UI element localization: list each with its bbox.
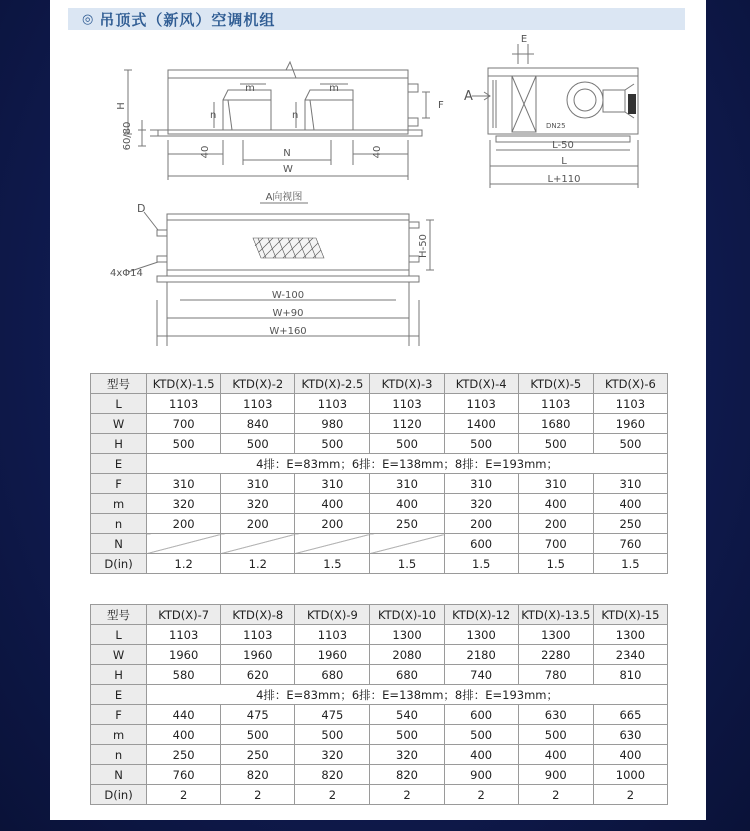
table-cell: 2 — [221, 785, 295, 805]
table-row — [91, 514, 668, 534]
table-row — [91, 554, 668, 574]
table-cell: 200 — [518, 514, 593, 534]
row-label: W — [91, 645, 147, 665]
table-row — [91, 685, 668, 705]
table-cell: 1300 — [370, 625, 444, 645]
table-cell: 400 — [444, 745, 518, 765]
table-cell: 500 — [370, 434, 444, 454]
table-cell: 1103 — [593, 394, 667, 414]
table-cell: 820 — [370, 765, 444, 785]
table-cell: 760 — [147, 765, 221, 785]
table-cell: 780 — [518, 665, 593, 685]
table-cell: 1960 — [147, 645, 221, 665]
table-cell: 400 — [593, 745, 667, 765]
spec-table-1 — [90, 373, 668, 574]
table-cell: 1.5 — [518, 554, 593, 574]
table-cell: 680 — [370, 665, 444, 685]
table-cell: 1960 — [295, 645, 370, 665]
table-cell: 900 — [444, 765, 518, 785]
front-view-drawing — [124, 62, 430, 180]
table-cell: 320 — [370, 745, 444, 765]
spec-table-2 — [90, 604, 668, 805]
row-label: m — [91, 494, 147, 514]
table-cell: 1103 — [147, 394, 221, 414]
table-cell: 600 — [444, 705, 518, 725]
table-row — [91, 434, 668, 454]
table-cell: 1300 — [518, 625, 593, 645]
table-cell-merged: 4排：E=83mm；6排：E=138mm；8排：E=193mm； — [147, 685, 668, 705]
table-cell: 310 — [147, 474, 221, 494]
table-row — [91, 414, 668, 434]
table-cell: 200 — [221, 514, 295, 534]
table-cell: 500 — [370, 725, 444, 745]
table-cell: 1103 — [295, 394, 370, 414]
table-cell: 500 — [221, 434, 295, 454]
header-cell: 型号 — [91, 374, 147, 394]
table-cell: 540 — [370, 705, 444, 725]
label-holes: 4xΦ14 — [110, 268, 143, 279]
table-cell: 680 — [295, 665, 370, 685]
row-label: L — [91, 394, 147, 414]
row-label: m — [91, 725, 147, 745]
label-H: H — [116, 102, 127, 110]
label-m-right: m — [329, 83, 339, 94]
table-row — [91, 534, 668, 554]
row-label: n — [91, 514, 147, 534]
table-cell: 820 — [221, 765, 295, 785]
table-header-row — [91, 374, 668, 394]
table-cell: 1680 — [518, 414, 593, 434]
header-cell: KTD(X)-12 — [444, 605, 518, 625]
table-cell: 900 — [518, 765, 593, 785]
table-cell: 500 — [147, 434, 221, 454]
table-cell: 810 — [593, 665, 667, 685]
header-cell: KTD(X)-3 — [370, 374, 444, 394]
table-cell-merged: 4排：E=83mm；6排：E=138mm；8排：E=193mm； — [147, 454, 668, 474]
spec-sheet — [50, 0, 706, 820]
table-cell: 2 — [295, 785, 370, 805]
label-W-90: W+90 — [272, 308, 304, 319]
row-label: n — [91, 745, 147, 765]
label-N: N — [283, 148, 291, 159]
table-row — [91, 725, 668, 745]
row-label: D(in) — [91, 554, 147, 574]
table-cell: 400 — [518, 494, 593, 514]
table-cell: 200 — [147, 514, 221, 534]
table-cell: 760 — [593, 534, 667, 554]
table-cell: 1.5 — [444, 554, 518, 574]
table-cell: 1120 — [370, 414, 444, 434]
table-cell: 400 — [518, 745, 593, 765]
row-label: N — [91, 534, 147, 554]
table-cell: 740 — [444, 665, 518, 685]
table-cell: 1.5 — [295, 554, 370, 574]
header-cell: KTD(X)-8 — [221, 605, 295, 625]
label-W-160: W+160 — [269, 326, 307, 337]
table-cell: 1103 — [295, 625, 370, 645]
table-cell-empty — [147, 534, 221, 554]
label-40-right: 40 — [372, 145, 383, 159]
header-cell: KTD(X)-10 — [370, 605, 444, 625]
table-cell: 320 — [147, 494, 221, 514]
header-cell: KTD(X)-5 — [518, 374, 593, 394]
table-row — [91, 474, 668, 494]
table-cell: 320 — [295, 745, 370, 765]
table-cell: 475 — [295, 705, 370, 725]
table-cell: 310 — [518, 474, 593, 494]
table-row — [91, 705, 668, 725]
table-row — [91, 394, 668, 414]
row-label: E — [91, 685, 147, 705]
table-cell: 2 — [593, 785, 667, 805]
table-cell: 665 — [593, 705, 667, 725]
technical-drawings — [50, 0, 706, 350]
table-cell: 310 — [221, 474, 295, 494]
table-cell: 1400 — [444, 414, 518, 434]
table-cell: 620 — [221, 665, 295, 685]
table-cell: 700 — [518, 534, 593, 554]
table-cell: 400 — [370, 494, 444, 514]
table-cell: 580 — [147, 665, 221, 685]
label-m-left: m — [245, 83, 255, 94]
table-cell: 1000 — [593, 765, 667, 785]
table-cell: 500 — [221, 725, 295, 745]
table-cell: 320 — [221, 494, 295, 514]
table-cell: 2 — [518, 785, 593, 805]
table-cell: 500 — [518, 725, 593, 745]
table-cell: 1103 — [370, 394, 444, 414]
header-cell: KTD(X)-15 — [593, 605, 667, 625]
table-cell: 630 — [593, 725, 667, 745]
table-cell: 2 — [147, 785, 221, 805]
table-cell: 630 — [518, 705, 593, 725]
row-label: H — [91, 665, 147, 685]
table-cell: 500 — [295, 725, 370, 745]
header-cell: KTD(X)-2 — [221, 374, 295, 394]
table-cell: 1103 — [221, 394, 295, 414]
table-cell: 200 — [295, 514, 370, 534]
label-D: D — [137, 202, 146, 215]
table-cell: 250 — [147, 745, 221, 765]
table-cell: 1960 — [593, 414, 667, 434]
row-label: D(in) — [91, 785, 147, 805]
label-L-50: L-50 — [552, 140, 574, 151]
table-cell-empty — [370, 534, 444, 554]
table-row — [91, 454, 668, 474]
label-60-80: 60/80 — [122, 121, 133, 151]
label-L-110: L+110 — [547, 174, 581, 185]
table-cell: 2340 — [593, 645, 667, 665]
table-cell: 1103 — [518, 394, 593, 414]
table-cell: 500 — [444, 434, 518, 454]
header-cell: KTD(X)-4 — [444, 374, 518, 394]
table-cell: 310 — [370, 474, 444, 494]
label-H-50: H-50 — [418, 234, 429, 258]
table-cell: 1.2 — [147, 554, 221, 574]
table-cell: 310 — [444, 474, 518, 494]
table-cell: 2 — [444, 785, 518, 805]
table-cell: 1300 — [444, 625, 518, 645]
table-row — [91, 625, 668, 645]
label-W-100: W-100 — [271, 290, 305, 301]
header-cell: KTD(X)-6 — [593, 374, 667, 394]
table-cell: 500 — [593, 434, 667, 454]
table-cell: 1103 — [221, 625, 295, 645]
row-label: W — [91, 414, 147, 434]
table-cell: 250 — [221, 745, 295, 765]
table-cell: 250 — [593, 514, 667, 534]
label-E: E — [520, 34, 528, 45]
table-cell: 700 — [147, 414, 221, 434]
header-cell: KTD(X)-7 — [147, 605, 221, 625]
label-40-left: 40 — [200, 145, 211, 159]
table-cell-empty — [221, 534, 295, 554]
double-circle-icon: ◎ — [82, 11, 94, 27]
label-dn25: DN25 — [546, 122, 566, 130]
table-cell: 250 — [370, 514, 444, 534]
table-cell: 2180 — [444, 645, 518, 665]
table-cell: 500 — [295, 434, 370, 454]
page-title: 吊顶式（新风）空调机组 — [99, 10, 276, 29]
header-cell: KTD(X)-9 — [295, 605, 370, 625]
table-cell: 320 — [444, 494, 518, 514]
label-L: L — [561, 156, 567, 167]
header-cell: KTD(X)-1.5 — [147, 374, 221, 394]
label-n-left: n — [210, 110, 217, 121]
table-cell-empty — [295, 534, 370, 554]
table-cell: 820 — [295, 765, 370, 785]
label-A: A — [464, 89, 473, 104]
plan-view-title: A向视图 — [265, 192, 303, 203]
table-row — [91, 494, 668, 514]
table-cell: 2 — [370, 785, 444, 805]
table-cell: 1960 — [221, 645, 295, 665]
table-row — [91, 665, 668, 685]
header-cell: 型号 — [91, 605, 147, 625]
table-row — [91, 785, 668, 805]
label-W: W — [283, 164, 293, 175]
table-cell: 500 — [444, 725, 518, 745]
header-cell: KTD(X)-2.5 — [295, 374, 370, 394]
table-row — [91, 645, 668, 665]
row-label: L — [91, 625, 147, 645]
table-cell: 1103 — [147, 625, 221, 645]
table-header-row — [91, 605, 668, 625]
side-view-drawing — [472, 44, 638, 188]
table-cell: 400 — [295, 494, 370, 514]
table-row — [91, 765, 668, 785]
table-cell: 310 — [593, 474, 667, 494]
label-n-right: n — [292, 110, 299, 121]
table-cell: 2280 — [518, 645, 593, 665]
table-cell: 500 — [518, 434, 593, 454]
header-cell: KTD(X)-13.5 — [518, 605, 593, 625]
label-F: F — [438, 100, 444, 111]
grille-pattern — [253, 238, 324, 258]
table-row — [91, 745, 668, 765]
table-cell: 600 — [444, 534, 518, 554]
table-cell: 840 — [221, 414, 295, 434]
row-label: H — [91, 434, 147, 454]
table-cell: 400 — [593, 494, 667, 514]
table-cell: 310 — [295, 474, 370, 494]
table-cell: 440 — [147, 705, 221, 725]
table-cell: 1.5 — [370, 554, 444, 574]
table-cell: 1.2 — [221, 554, 295, 574]
table-cell: 1300 — [593, 625, 667, 645]
plan-view-drawing — [128, 203, 434, 346]
table-cell: 200 — [444, 514, 518, 534]
row-label: E — [91, 454, 147, 474]
table-cell: 2080 — [370, 645, 444, 665]
table-cell: 1103 — [444, 394, 518, 414]
row-label: N — [91, 765, 147, 785]
table-cell: 475 — [221, 705, 295, 725]
table-cell: 980 — [295, 414, 370, 434]
row-label: F — [91, 705, 147, 725]
row-label: F — [91, 474, 147, 494]
table-cell: 1.5 — [593, 554, 667, 574]
table-cell: 400 — [147, 725, 221, 745]
